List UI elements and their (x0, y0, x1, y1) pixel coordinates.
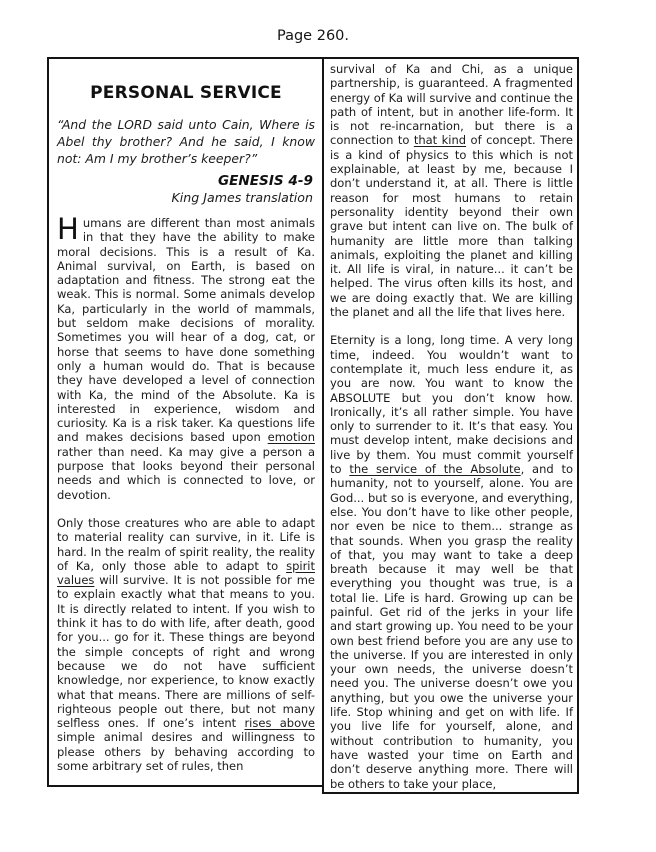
left-column-text (57, 212, 315, 773)
text-segment: Eternity is a long, long time. A very long time, indeed. You wouldn’t want to contemplate it, much less endure it, as you are now. You want to know the ABSOLUTE but you don’t know how. Ironically, it’s all rather simple. You have only to surrender to it. It’s that easy. You must develop intent, make decisions and live by them. You must commit yourself to (330, 333, 573, 477)
left-column (47, 57, 324, 787)
text-segment: will survive. It is not possible for me to explain exactly what that means to you. It is directly related to intent. If you wish to think it has to do with life, after death, good for you... go for it. These things are beyond the simple concepts of right and wrong because we do not have sufficient knowledge, nor experience, to know exactly what that means. There are millions of self-righteous people out there, but not many selfless ones. If one’s intent (57, 573, 315, 731)
paragraph (330, 62, 573, 319)
underlined-phrase: that kind (413, 133, 467, 148)
drop-cap: H (57, 212, 79, 246)
underlined-phrase: emotion (267, 430, 315, 445)
paragraph (330, 333, 573, 791)
text-segment: , and to humanity, not to yourself, alone. You are God... but so is everyone, and everything, else. You don’t have to like other people, nor even be nice to them... strange as that sounds. When you grasp the reality of that, you may want to take a deep breath because it may well be that everything you thought was true, is a total lie. Life is hard. Growing up can be painful. Get rid of the jerks in your life and start growing up. You need to be your own best friend before you are any use to the universe. If you are interested in only your own needs, the universe doesn’t need you. The universe doesn’t owe you anything, but you owe the universe your life. Stop whining and get on with life. If you live life for yourself, alone, and without contribution to humanity, you have wasted your time on Earth and don’t deserve anything more. There will be others to take your place, (330, 462, 573, 791)
text-segment: rather than need. Ka may give a person a purpose that looks beyond their personal needs and which is connected to love, or devotion. (57, 444, 315, 502)
epigraph-translation: King James translation (171, 190, 313, 205)
underlined-phrase: the service of the Absolute (349, 462, 521, 477)
text-segment: Only those creatures who are able to adapt to material reality can survive, in it. Life is hard. In the realm of spirit reality, the reality of Ka, only those able to adapt to (57, 515, 315, 573)
epigraph-quote: “And the LORD said unto Cain, Where is Abel thy brother? And he said, I know not: Am I my brother’s keeper?” (57, 117, 315, 166)
text-segment: umans are different than most animals in that they have the ability to make moral decisions. This is a result of Ka. Animal survival, on Earth, is based on adaptation and fitness. The strong eat the weak. This is normal. Some animals develop Ka, particularly in the world of mammals, but seldom make decisions of morality. Sometimes you will hear of a dog, cat, or horse that seems to have done something only a human would do. That is because they have developed a level of connection with Ka, the mind of the Absolute. Ka is interested in experience, wisdom and curiosity. Ka is a risk taker. Ka questions life and makes decisions based upon (57, 216, 315, 445)
text-segment: of concept. There is a kind of physics to this which is not explainable, at least by me, because I don’t understand it, at all. There is little reason for most humans to retain personality identity beyond their own grave but intent can live on. The bulk of humanity are little more than talking animals, exploiting the planet and killing it. All life is viral, in nature... it can’t be helped. The virus often kills its host, and we are doing exactly that. We are killing the planet and all the life that lives here. (330, 133, 574, 320)
underlined-phrase: spirit values (57, 558, 315, 588)
right-column-text (330, 62, 573, 791)
underlined-phrase: rises above (244, 716, 315, 731)
page-number: Page 260. (277, 28, 349, 44)
paragraph (57, 516, 315, 773)
paragraph (57, 212, 315, 502)
right-column (322, 57, 579, 794)
article-box (47, 57, 579, 794)
text-segment: survival of Ka and Chi, as a unique partnership, is guaranteed. A fragmented energy of Ka will survive and continue the path of intent, but in another life-form. It is not re-incarnation, but there is a connection to (330, 62, 573, 148)
article-title: PERSONAL SERVICE (90, 83, 282, 103)
epigraph-source: GENESIS 4-9 (217, 173, 313, 189)
text-segment: simple animal desires and willingness to please others by behaving according to some arbitrary set of rules, then (57, 730, 315, 773)
